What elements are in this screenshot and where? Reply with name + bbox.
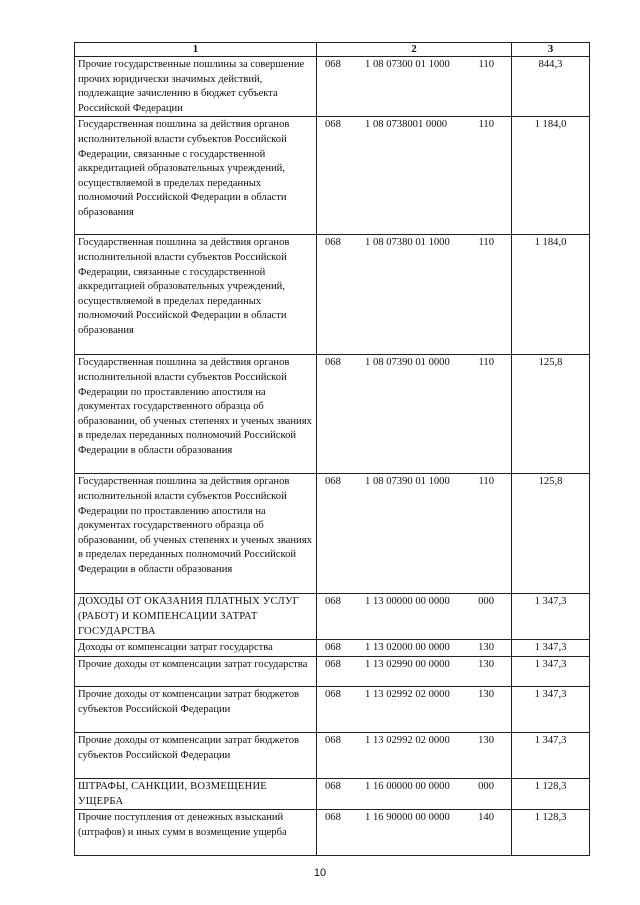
row-type-code: 130 <box>478 734 494 746</box>
row-type-code: 000 <box>478 780 494 792</box>
row-type-code: 000 <box>478 596 494 608</box>
row-type-code: 130 <box>478 642 494 654</box>
row-codes <box>317 594 512 640</box>
row-value: 1 184,0 <box>512 235 590 355</box>
row-codes <box>317 732 512 778</box>
row-type-code: 110 <box>478 476 494 488</box>
row-name: Прочие доходы от компенсации затрат государства <box>75 656 317 686</box>
row-value: 1 347,3 <box>512 640 590 657</box>
row-codes <box>317 656 512 686</box>
row-codes <box>317 57 512 117</box>
row-value: 1 347,3 <box>512 656 590 686</box>
row-kbk-code: 1 13 02990 00 0000 <box>365 658 450 670</box>
row-value: 125,8 <box>512 474 590 594</box>
table-row <box>75 57 590 117</box>
row-value: 125,8 <box>512 355 590 474</box>
row-name: Прочие государственные пошлины за совершение прочих юридически значимых действий, подлежащие зачислению в бюджет субъекта Российской Федерации <box>75 57 317 117</box>
page-number: 10 <box>313 867 327 879</box>
row-name: ДОХОДЫ ОТ ОКАЗАНИЯ ПЛАТНЫХ УСЛУГ (РАБОТ) И КОМПЕНСАЦИИ ЗАТРАТ ГОСУДАРСТВА <box>75 594 317 640</box>
table-row <box>75 594 590 640</box>
row-type-code: 110 <box>478 119 494 131</box>
row-name: Прочие доходы от компенсации затрат бюджетов субъектов Российской Федерации <box>75 732 317 778</box>
row-codes <box>317 778 512 809</box>
row-type-code: 110 <box>478 357 494 369</box>
revenue-table <box>74 42 590 856</box>
row-name: Прочие доходы от компенсации затрат бюджетов субъектов Российской Федерации <box>75 686 317 732</box>
row-admin-code: 068 <box>325 596 341 608</box>
row-codes <box>317 355 512 474</box>
table-header-row <box>75 43 590 57</box>
header-col-1: 1 <box>75 43 317 57</box>
row-type-code: 110 <box>478 59 494 70</box>
row-codes <box>317 235 512 355</box>
row-type-code: 110 <box>478 237 494 249</box>
row-value: 1 347,3 <box>512 686 590 732</box>
table-row <box>75 640 590 657</box>
table-row <box>75 235 590 355</box>
table-row <box>75 355 590 474</box>
row-codes <box>317 810 512 856</box>
row-kbk-code: 1 16 90000 00 0000 <box>365 812 450 824</box>
row-name: Государственная пошлина за действия органов исполнительной власти субъектов Российской Федерации, связанные с государственной аккредитацией образовательных учреждений, осуществляемой в пределах переданных полномочий Российской Федерации в области образования <box>75 235 317 355</box>
row-name: ШТРАФЫ, САНКЦИИ, ВОЗМЕЩЕНИЕ УЩЕРБА <box>75 778 317 809</box>
row-kbk-code: 1 13 02000 00 0000 <box>365 642 450 654</box>
row-admin-code: 068 <box>325 119 341 131</box>
row-value: 1 347,3 <box>512 732 590 778</box>
table-row <box>75 732 590 778</box>
row-kbk-code: 1 16 00000 00 0000 <box>365 780 450 792</box>
table-row <box>75 474 590 594</box>
row-value: 1 128,3 <box>512 778 590 809</box>
row-type-code: 130 <box>478 658 494 670</box>
row-admin-code: 068 <box>325 734 341 746</box>
row-codes <box>317 117 512 235</box>
row-name: Государственная пошлина за действия органов исполнительной власти субъектов Российской Федерации по проставлению апостиля на документах государственного образца об образовании, об ученых степенях и ученых званиях в пределах переданных полномочий Российской Федерации в области образования <box>75 474 317 594</box>
row-admin-code: 068 <box>325 780 341 792</box>
row-codes <box>317 474 512 594</box>
row-name: Прочие поступления от денежных взысканий (штрафов) и иных сумм в возмещение ущерба <box>75 810 317 856</box>
row-value: 1 128,3 <box>512 810 590 856</box>
row-kbk-code: 1 08 07390 01 0000 <box>365 357 450 369</box>
row-kbk-code: 1 13 00000 00 0000 <box>365 596 450 608</box>
row-name: Государственная пошлина за действия органов исполнительной власти субъектов Российской Федерации по проставлению апостиля на документах государственного образца об образовании, об ученых степенях и ученых званиях в пределах переданных полномочий Российской Федерации в области образования <box>75 355 317 474</box>
row-type-code: 130 <box>478 688 494 700</box>
row-kbk-code: 1 08 07380 01 1000 <box>365 237 450 249</box>
row-type-code: 140 <box>478 812 494 824</box>
row-kbk-code: 1 13 02992 02 0000 <box>365 734 450 746</box>
row-codes <box>317 686 512 732</box>
row-admin-code: 068 <box>325 642 341 654</box>
row-kbk-code: 1 08 0738001 0000 <box>365 119 448 131</box>
row-admin-code: 068 <box>325 658 341 670</box>
row-admin-code: 068 <box>325 237 341 249</box>
table-row <box>75 810 590 856</box>
row-value: 1 184,0 <box>512 117 590 235</box>
row-codes <box>317 640 512 657</box>
row-kbk-code: 1 13 02992 02 0000 <box>365 688 450 700</box>
row-value: 844,3 <box>512 57 590 117</box>
header-col-3: 3 <box>512 43 590 57</box>
row-kbk-code: 1 08 07390 01 1000 <box>365 476 450 488</box>
table-row <box>75 778 590 809</box>
row-admin-code: 068 <box>325 59 341 70</box>
row-name: Государственная пошлина за действия органов исполнительной власти субъектов Российской Федерации, связанные с государственной аккредитацией образовательных учреждений, осуществляемой в пределах переданных полномочий Российской Федерации в области образования <box>75 117 317 235</box>
row-admin-code: 068 <box>325 357 341 369</box>
table-row <box>75 686 590 732</box>
row-admin-code: 068 <box>325 812 341 824</box>
row-kbk-code: 1 08 07300 01 1000 <box>365 59 450 70</box>
table-row <box>75 117 590 235</box>
row-value: 1 347,3 <box>512 594 590 640</box>
row-name: Доходы от компенсации затрат государства <box>75 640 317 657</box>
row-admin-code: 068 <box>325 476 341 488</box>
table-row <box>75 656 590 686</box>
row-admin-code: 068 <box>325 688 341 700</box>
header-col-2: 2 <box>317 43 512 57</box>
